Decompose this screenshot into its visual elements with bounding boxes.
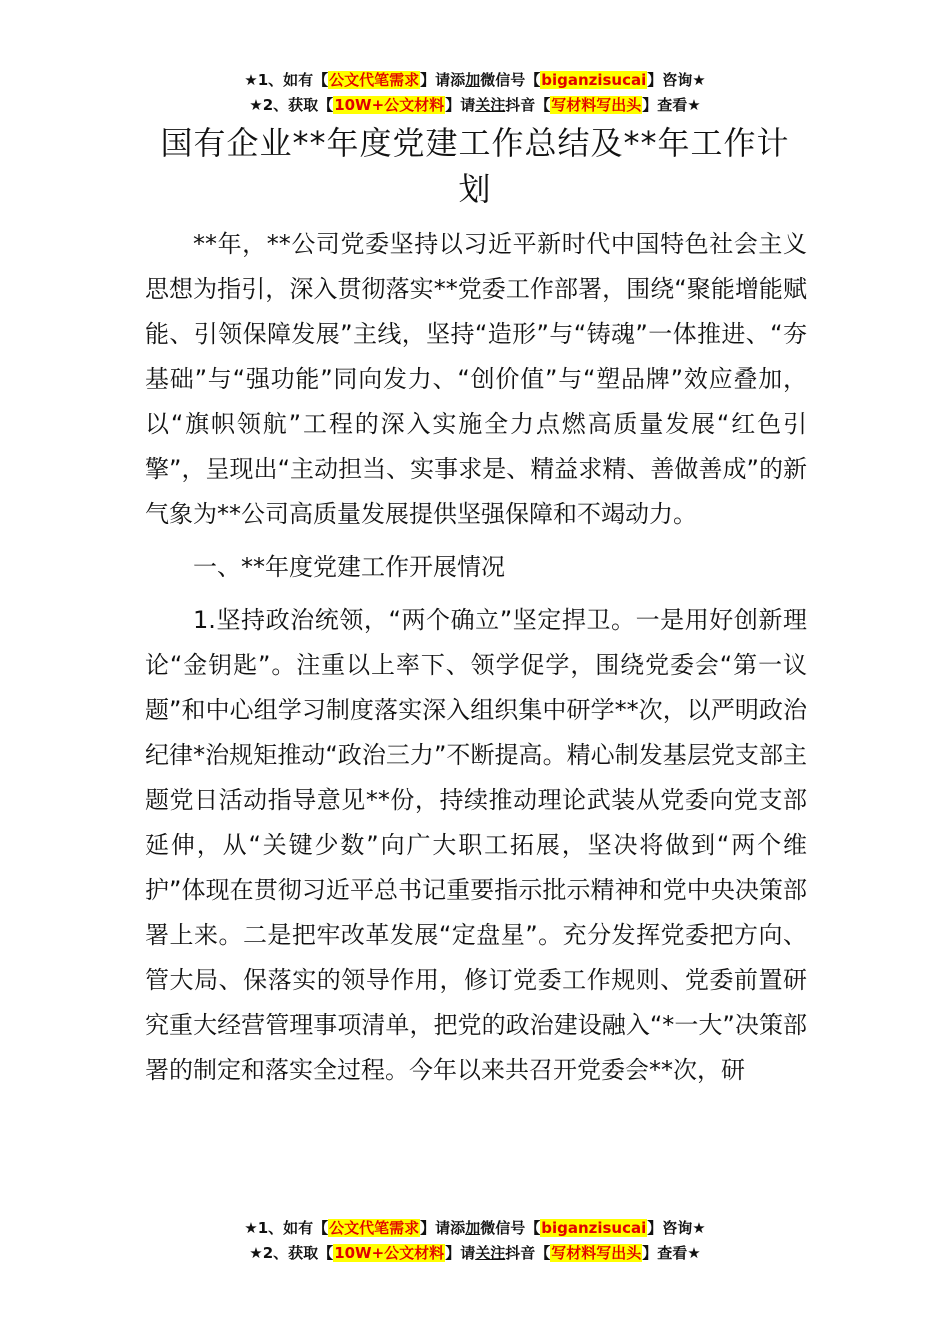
banner-underlined-text: 加 [465,71,481,89]
banner-line-2 [0,1241,950,1266]
banner-text: 】查看★ [642,96,701,114]
footer-banner [0,1216,950,1266]
banner-text: 】请 [445,1244,476,1262]
highlight-wechat-id: biganzisucai [541,1219,647,1237]
banner-text: 】咨询★ [647,71,706,89]
banner-text: 】查看★ [642,1244,701,1262]
banner-text: 微信号【 [480,71,541,89]
highlight-douyin-account: 写材料写出头 [551,1244,642,1262]
banner-text: 】咨询★ [647,1219,706,1237]
banner-text: ★2、获取【 [249,1244,334,1262]
banner-text: 】请添 [420,71,466,89]
intro-paragraph: **年，**公司党委坚持以习近平新时代中国特色社会主义思想为指引，深入贯彻落实**党委工作部署，围绕“聚能增能赋能、引领保障发展”主线，坚持“造形”与“铸魂”一体推进、“夯基础”与“强功能”同向发力、“创价值”与“塑品牌”效应叠加，以“旗帜领航”工程的深入实施全力点燃高质量发展“红色引擎”，呈现出“主动担当、实事求是、精益求精、善做善成”的新气象为**公司高质量发展提供坚强保障和不竭动力。 [145,230,807,528]
banner-text: ★1、如有【 [244,71,329,89]
highlight-douyin-account: 写材料写出头 [551,96,642,114]
banner-line-1 [0,1216,950,1241]
banner-text: 抖音【 [505,1244,551,1262]
banner-text: 】请添 [420,1219,466,1237]
banner-text: ★1、如有【 [244,1219,329,1237]
banner-line-1 [0,68,950,93]
banner-text: ★2、获取【 [249,96,334,114]
highlight-materials: 10W+公文材料 [334,1244,445,1262]
banner-line-2 [0,93,950,118]
highlight-service: 公文代笔需求 [329,1219,420,1237]
header-banner [0,68,950,118]
document-title: 国有企业**年度党建工作总结及**年工作计划 [160,124,790,208]
banner-underlined-text: 加 [465,1219,481,1237]
body-paragraph: 1.坚持政治统领，“两个确立”坚定捍卫。一是用好创新理论“金钥匙”。注重以上率下、领学促学，围绕党委会“第一议题”和中心组学习制度落实深入组织集中研学**次，以严明政治纪律*治规矩推动“政治三力”不断提高。精心制发基层党支部主题党日活动指导意见**份，持续推动理论武装从党委向党支部延伸，从“关键少数”向广大职工拓展，坚决将做到“两个维护”体现在贯彻习近平总书记重要指示批示精神和党中央决策部署上来。二是把牢改革发展“定盘星”。充分发挥党委把方向、管大局、保落实的领导作用，修订党委工作规则、党委前置研究重大经营管理事项清单，把党的政治建设融入“*一大”决策部署的制定和落实全过程。今年以来共召开党委会**次，研 [145,606,807,1084]
banner-text: 抖音【 [505,96,551,114]
banner-text: 微信号【 [480,1219,541,1237]
banner-text: 】请 [445,96,476,114]
banner-underlined-text: 关注 [475,96,506,114]
highlight-materials: 10W+公文材料 [334,96,445,114]
highlight-service: 公文代笔需求 [329,71,420,89]
document-body [145,222,807,1093]
section-heading: 一、**年度党建工作开展情况 [193,553,505,581]
banner-underlined-text: 关注 [475,1244,506,1262]
highlight-wechat-id: biganzisucai [541,71,647,89]
